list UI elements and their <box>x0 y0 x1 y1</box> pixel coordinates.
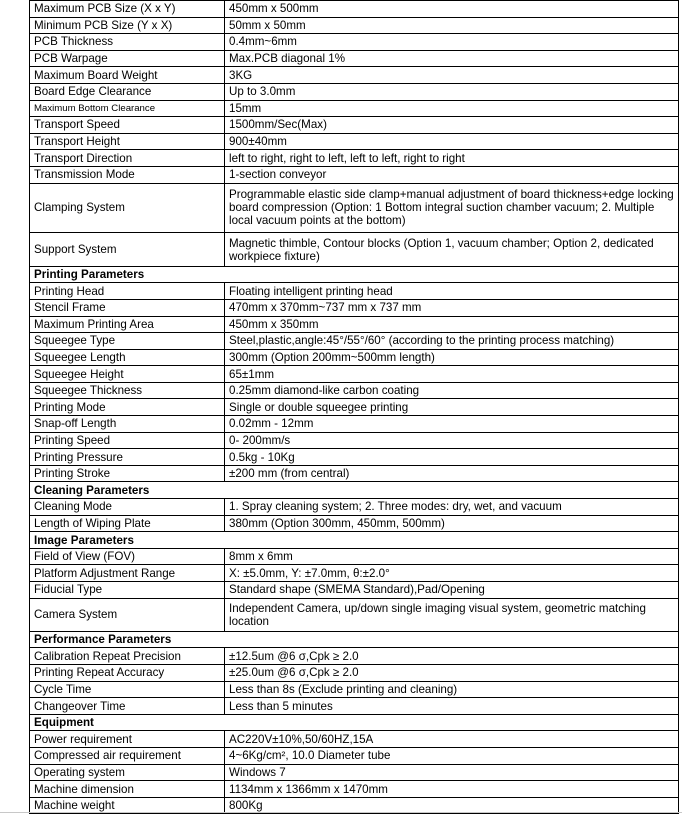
spec-value: Independent Camera, up/down single imaging visual system, geometric matching location <box>225 598 679 631</box>
spec-value: 3KG <box>225 67 679 84</box>
spec-value: 1. Spray cleaning system; 2. Three modes: dry, wet, and vacuum <box>225 499 679 516</box>
table-row <box>30 598 679 631</box>
spec-value: 0- 200mm/s <box>225 432 679 449</box>
spec-value: left to right, right to left, left to left, right to right <box>225 150 679 167</box>
spec-value: ±25.0um @6 σ,Cpk ≥ 2.0 <box>225 665 679 682</box>
table-row <box>30 665 679 682</box>
section-header-row <box>30 631 679 648</box>
table-row <box>30 382 679 399</box>
table-row <box>30 67 679 84</box>
table-row <box>30 465 679 482</box>
table-row <box>30 50 679 67</box>
spec-value: Windows 7 <box>225 764 679 781</box>
spec-value: 4~6Kg/cm², 10.0 Diameter tube <box>225 748 679 765</box>
spec-label: Support System <box>30 233 225 266</box>
spec-label: Field of View (FOV) <box>30 548 225 565</box>
table-row <box>30 781 679 798</box>
spec-value: 470mm x 370mm~737 mm x 737 mm <box>225 299 679 316</box>
spec-label: Maximum Printing Area <box>30 316 225 333</box>
table-row <box>30 333 679 350</box>
table-row <box>30 416 679 433</box>
spec-value: 450mm x 350mm <box>225 316 679 333</box>
spec-value: ±12.5um @6 σ,Cpk ≥ 2.0 <box>225 648 679 665</box>
section-title: Image Parameters <box>30 532 679 549</box>
table-row <box>30 299 679 316</box>
section-header-row <box>30 714 679 731</box>
spec-value: 300mm (Option 200mm~500mm length) <box>225 349 679 366</box>
section-title: Printing Parameters <box>30 266 679 283</box>
table-row <box>30 399 679 416</box>
spec-value: 65±1mm <box>225 366 679 383</box>
spec-label: Transmission Mode <box>30 166 225 183</box>
spec-value: 1134mm x 1366mm x 1470mm <box>225 781 679 798</box>
table-row <box>30 731 679 748</box>
spec-value: 0.5kg - 10Kg <box>225 449 679 466</box>
table-row <box>30 150 679 167</box>
section-header-row <box>30 266 679 283</box>
table-row <box>30 748 679 765</box>
table-row <box>30 233 679 266</box>
spec-label: Platform Adjustment Range <box>30 565 225 582</box>
spec-label: Maximum PCB Size (X x Y) <box>30 1 225 18</box>
page-divider <box>0 812 682 813</box>
spec-label: Cleaning Mode <box>30 499 225 516</box>
spec-value: Up to 3.0mm <box>225 83 679 100</box>
table-row <box>30 183 679 233</box>
spec-label: Printing Mode <box>30 399 225 416</box>
spec-value: Programmable elastic side clamp+manual adjustment of board thickness+edge locking board compression (Option: 1 Bottom integral suction chamber vacuum; 2. Multiple local vacuum points at the bottom) <box>225 183 679 233</box>
spec-value: 1-section conveyor <box>225 166 679 183</box>
spec-value: 380mm (Option 300mm, 450mm, 500mm) <box>225 515 679 532</box>
table-row <box>30 432 679 449</box>
spec-label: Squeegee Type <box>30 333 225 350</box>
spec-value: Less than 5 minutes <box>225 698 679 715</box>
spec-value: 800Kg <box>225 797 679 814</box>
table-row <box>30 349 679 366</box>
table-row <box>30 449 679 466</box>
spec-label: Squeegee Thickness <box>30 382 225 399</box>
spec-value: 1500mm/Sec(Max) <box>225 117 679 134</box>
table-row <box>30 166 679 183</box>
spec-value: X: ±5.0mm, Y: ±7.0mm, θ:±2.0° <box>225 565 679 582</box>
table-row <box>30 499 679 516</box>
spec-label: Compressed air requirement <box>30 748 225 765</box>
spec-label: PCB Thickness <box>30 34 225 51</box>
spec-label: Transport Speed <box>30 117 225 134</box>
table-row <box>30 117 679 134</box>
table-row <box>30 133 679 150</box>
spec-label: Changeover Time <box>30 698 225 715</box>
spec-value: Single or double squeegee printing <box>225 399 679 416</box>
table-row <box>30 34 679 51</box>
table-row <box>30 648 679 665</box>
spec-value: Standard shape (SMEMA Standard),Pad/Opening <box>225 582 679 599</box>
spec-value: 900±40mm <box>225 133 679 150</box>
spec-label: Printing Pressure <box>30 449 225 466</box>
spec-value: 0.02mm - 12mm <box>225 416 679 433</box>
table-row <box>30 764 679 781</box>
spec-label: Length of Wiping Plate <box>30 515 225 532</box>
spec-label: Printing Speed <box>30 432 225 449</box>
spec-label: Printing Repeat Accuracy <box>30 665 225 682</box>
spec-label: Fiducial Type <box>30 582 225 599</box>
spec-label: Board Edge Clearance <box>30 83 225 100</box>
spec-value: 15mm <box>225 100 679 117</box>
section-header-row <box>30 482 679 499</box>
table-row <box>30 316 679 333</box>
spec-value: ±200 mm (from central) <box>225 465 679 482</box>
spec-label: Clamping System <box>30 183 225 233</box>
spec-label: Squeegee Height <box>30 366 225 383</box>
spec-value: Steel,plastic,angle:45°/55°/60° (according to the printing process matching) <box>225 333 679 350</box>
table-row <box>30 548 679 565</box>
spec-label: Machine dimension <box>30 781 225 798</box>
spec-label: Camera System <box>30 598 225 631</box>
spec-label: Transport Direction <box>30 150 225 167</box>
spec-value: Less than 8s (Exclude printing and cleaning) <box>225 681 679 698</box>
spec-value: 0.4mm~6mm <box>225 34 679 51</box>
table-row <box>30 83 679 100</box>
spec-label: Calibration Repeat Precision <box>30 648 225 665</box>
section-title: Equipment <box>30 714 679 731</box>
spec-table <box>29 0 679 814</box>
table-row <box>30 515 679 532</box>
table-row <box>30 582 679 599</box>
spec-label: Squeegee Length <box>30 349 225 366</box>
spec-value: 0.25mm diamond-like carbon coating <box>225 382 679 399</box>
spec-label: Transport Height <box>30 133 225 150</box>
section-title: Performance Parameters <box>30 631 679 648</box>
spec-label: Maximum Bottom Clearance <box>30 100 225 117</box>
spec-label: Printing Head <box>30 283 225 300</box>
table-row <box>30 565 679 582</box>
spec-label: Snap-off Length <box>30 416 225 433</box>
spec-value: 450mm x 500mm <box>225 1 679 18</box>
spec-label: Operating system <box>30 764 225 781</box>
table-row <box>30 100 679 117</box>
spec-label: Printing Stroke <box>30 465 225 482</box>
section-header-row <box>30 532 679 549</box>
spec-label: Minimum PCB Size (Y x X) <box>30 17 225 34</box>
spec-label: Cycle Time <box>30 681 225 698</box>
table-row <box>30 698 679 715</box>
spec-label: Power requirement <box>30 731 225 748</box>
spec-label: Maximum Board Weight <box>30 67 225 84</box>
spec-value: 50mm x 50mm <box>225 17 679 34</box>
section-title: Cleaning Parameters <box>30 482 679 499</box>
table-row <box>30 1 679 18</box>
spec-value: Max.PCB diagonal 1% <box>225 50 679 67</box>
spec-value: 8mm x 6mm <box>225 548 679 565</box>
spec-value: Magnetic thimble, Contour blocks (Option 1, vacuum chamber; Option 2, dedicated workpiece fixture) <box>225 233 679 266</box>
spec-value: Floating intelligent printing head <box>225 283 679 300</box>
spec-value: AC220V±10%,50/60HZ,15A <box>225 731 679 748</box>
table-row <box>30 366 679 383</box>
table-row <box>30 283 679 300</box>
spec-label: PCB Warpage <box>30 50 225 67</box>
spec-label: Machine weight <box>30 797 225 814</box>
table-row <box>30 17 679 34</box>
spec-label: Stencil Frame <box>30 299 225 316</box>
table-row <box>30 681 679 698</box>
